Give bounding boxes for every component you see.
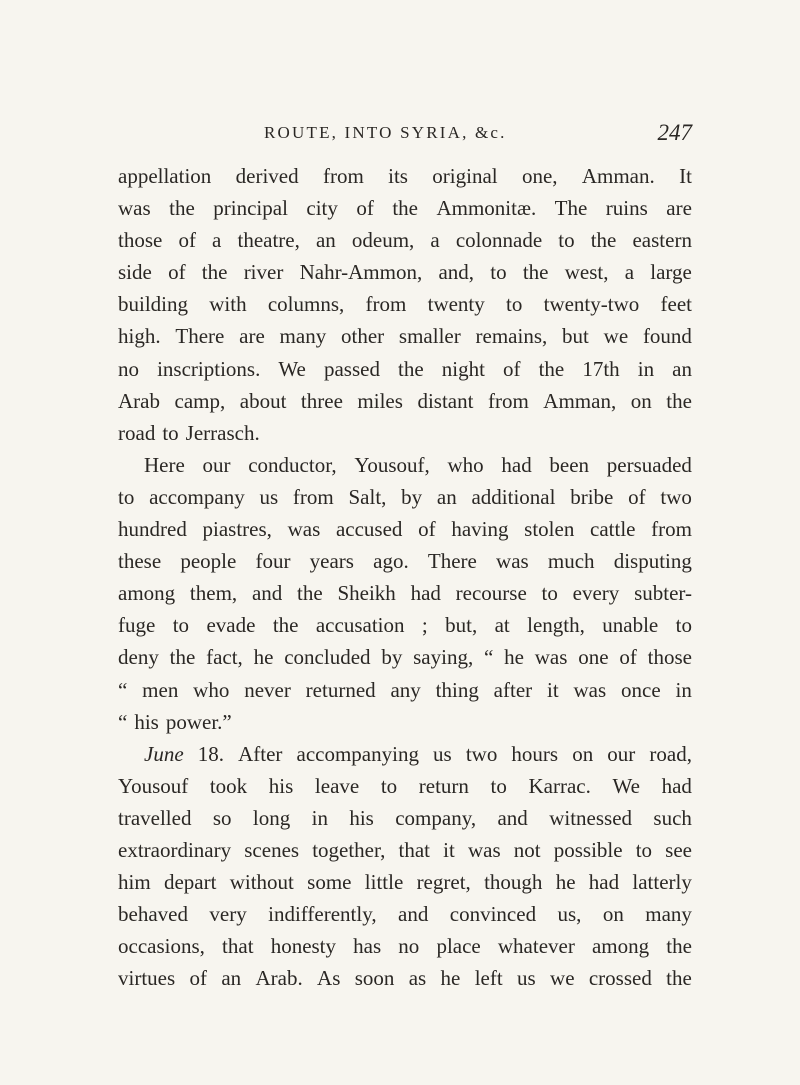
word: in bbox=[311, 805, 328, 830]
word: such bbox=[653, 805, 692, 830]
word: was bbox=[534, 645, 568, 670]
text-line bbox=[118, 770, 692, 802]
word: It bbox=[679, 164, 692, 188]
word: crossed bbox=[588, 966, 652, 991]
text-line bbox=[118, 802, 692, 834]
word: it bbox=[443, 837, 455, 862]
page-number: 247 bbox=[657, 120, 692, 145]
word: the bbox=[297, 581, 323, 606]
word: but, bbox=[445, 613, 478, 638]
word: once bbox=[621, 677, 661, 702]
word: Karrac. bbox=[528, 773, 591, 798]
word: to bbox=[541, 581, 558, 606]
word: side bbox=[118, 260, 152, 285]
word: twenty bbox=[427, 292, 485, 317]
text-line bbox=[118, 641, 692, 673]
word: was bbox=[467, 837, 501, 862]
word: fuge bbox=[118, 613, 156, 638]
word: any bbox=[390, 677, 421, 702]
word: together, bbox=[312, 837, 386, 862]
word: convinced bbox=[449, 902, 537, 927]
word: without bbox=[229, 870, 294, 895]
word: him bbox=[118, 870, 151, 895]
word: our bbox=[607, 741, 636, 766]
word: As bbox=[317, 966, 341, 991]
word: had bbox=[501, 452, 532, 477]
word: that bbox=[398, 837, 431, 862]
word: the bbox=[666, 934, 692, 959]
word: a bbox=[624, 260, 635, 285]
word: accusation bbox=[315, 613, 405, 638]
text-line bbox=[118, 513, 692, 545]
word: Arab. bbox=[255, 966, 303, 991]
word: some bbox=[307, 870, 352, 895]
word: to bbox=[506, 292, 523, 317]
word: to bbox=[675, 613, 692, 638]
word: fact, bbox=[206, 645, 243, 670]
word: 17th bbox=[582, 356, 620, 381]
word: to bbox=[172, 613, 190, 638]
word: an bbox=[436, 484, 457, 509]
word: to bbox=[490, 260, 507, 285]
word: to bbox=[635, 837, 653, 862]
text-line bbox=[118, 962, 692, 994]
word: return bbox=[418, 773, 469, 798]
word: was bbox=[496, 549, 529, 574]
word: depart bbox=[163, 870, 217, 895]
text-line bbox=[118, 898, 692, 930]
word: ago. bbox=[373, 549, 409, 574]
word: with bbox=[209, 292, 247, 317]
word: from bbox=[365, 292, 407, 317]
word: piastres, bbox=[202, 517, 272, 542]
word: derived bbox=[235, 164, 299, 188]
word: among bbox=[591, 934, 650, 959]
word: and, bbox=[438, 260, 475, 285]
word: returned bbox=[305, 677, 376, 702]
text-line bbox=[118, 160, 692, 192]
word: virtues bbox=[118, 966, 176, 991]
word: little bbox=[364, 870, 404, 895]
word: deny bbox=[118, 645, 159, 670]
word: of bbox=[503, 356, 521, 381]
word: he bbox=[440, 966, 461, 991]
word: are bbox=[666, 196, 692, 221]
word: occasions, bbox=[118, 934, 205, 959]
word: inscriptions. bbox=[157, 356, 261, 381]
text-line bbox=[118, 353, 692, 385]
word: not bbox=[513, 837, 541, 862]
word: from bbox=[292, 484, 334, 509]
word: the bbox=[392, 196, 418, 221]
word: see bbox=[665, 837, 692, 862]
word: power.” bbox=[165, 709, 232, 734]
word: west, bbox=[564, 260, 609, 285]
word: one, bbox=[521, 164, 558, 188]
word: our bbox=[202, 452, 231, 477]
text-line bbox=[118, 738, 692, 770]
word: hundred bbox=[118, 517, 187, 542]
word: additional bbox=[471, 484, 556, 509]
word: we bbox=[550, 966, 575, 991]
word: smaller bbox=[398, 324, 461, 349]
word: took bbox=[209, 773, 248, 798]
word: ruins bbox=[605, 196, 648, 221]
word: leave bbox=[314, 773, 360, 798]
word: long bbox=[252, 805, 291, 830]
word: are bbox=[239, 324, 265, 349]
word: to bbox=[118, 484, 135, 509]
word: “ bbox=[118, 709, 128, 734]
word: behaved bbox=[118, 902, 188, 927]
text-line bbox=[118, 481, 692, 513]
text-line bbox=[118, 706, 692, 738]
word: those bbox=[118, 228, 163, 253]
word: at bbox=[494, 613, 510, 638]
word: river bbox=[243, 260, 284, 285]
word: a bbox=[430, 228, 440, 253]
word: he bbox=[555, 870, 576, 895]
word: very bbox=[209, 902, 247, 927]
word: on bbox=[602, 902, 624, 927]
word: twenty-two bbox=[543, 292, 640, 317]
word: of bbox=[189, 966, 207, 991]
word: four bbox=[255, 549, 291, 574]
word: to bbox=[558, 228, 575, 253]
word: to bbox=[380, 773, 398, 798]
word: these bbox=[118, 549, 162, 574]
word: Nahr-Ammon, bbox=[299, 260, 423, 285]
word: had bbox=[410, 581, 441, 606]
word: the bbox=[272, 613, 299, 638]
word: left bbox=[474, 966, 503, 991]
word: travelled bbox=[118, 805, 192, 830]
text-line bbox=[118, 609, 692, 641]
text-line bbox=[118, 320, 692, 352]
word: as bbox=[408, 966, 427, 991]
word: odeum, bbox=[351, 228, 415, 253]
word: ; bbox=[421, 613, 428, 638]
word: whatever bbox=[497, 934, 575, 959]
word: never bbox=[244, 677, 291, 702]
text-line bbox=[118, 545, 692, 577]
word: we bbox=[603, 324, 629, 349]
text-line bbox=[118, 449, 692, 481]
word: witnessed bbox=[549, 805, 633, 830]
word: an bbox=[315, 228, 336, 253]
word: of bbox=[418, 517, 436, 542]
word: evade bbox=[206, 613, 256, 638]
word: from bbox=[322, 164, 364, 188]
word: no bbox=[118, 356, 139, 381]
word: eastern bbox=[632, 228, 692, 253]
word: stolen bbox=[524, 517, 575, 542]
word: night bbox=[441, 356, 485, 381]
word: theatre, bbox=[237, 228, 300, 253]
word: years bbox=[309, 549, 354, 574]
word: having bbox=[451, 517, 509, 542]
word: place bbox=[436, 934, 481, 959]
text-line bbox=[118, 866, 692, 898]
word: “ bbox=[118, 677, 128, 702]
word: accompany bbox=[149, 484, 245, 509]
word: Arab bbox=[118, 388, 160, 413]
word: found bbox=[642, 324, 692, 349]
word: high. bbox=[118, 324, 161, 349]
word: Amman. bbox=[581, 164, 655, 188]
word: he bbox=[504, 645, 524, 670]
word: remains, bbox=[475, 324, 548, 349]
word: columns, bbox=[267, 292, 345, 317]
word: who bbox=[447, 452, 484, 477]
running-title: ROUTE, INTO SYRIA, &c. bbox=[264, 123, 507, 142]
word: on bbox=[630, 388, 652, 413]
word: by bbox=[381, 645, 403, 670]
word: feet bbox=[660, 292, 692, 317]
word: subter- bbox=[634, 581, 692, 606]
word: the bbox=[398, 356, 424, 381]
word: saying, bbox=[413, 645, 474, 670]
word: no bbox=[398, 934, 420, 959]
word: of bbox=[619, 645, 637, 670]
word: his bbox=[268, 773, 294, 798]
word: original bbox=[432, 164, 498, 188]
word: There bbox=[175, 324, 225, 349]
word: the bbox=[201, 260, 228, 285]
word: about bbox=[239, 388, 287, 413]
word: was bbox=[573, 677, 607, 702]
word: The bbox=[554, 196, 588, 221]
word: There bbox=[427, 549, 477, 574]
word: persuaded bbox=[606, 452, 692, 477]
word: in bbox=[637, 356, 655, 381]
word: though bbox=[484, 870, 543, 895]
word: principal bbox=[213, 196, 288, 221]
word: Amman, bbox=[543, 388, 617, 413]
word: colonnade bbox=[455, 228, 543, 253]
word: an bbox=[672, 356, 692, 381]
word: and bbox=[497, 805, 528, 830]
word: an bbox=[221, 966, 242, 991]
word: to bbox=[162, 420, 179, 445]
word: scenes bbox=[244, 837, 300, 862]
word: that bbox=[222, 934, 254, 959]
word: other bbox=[340, 324, 385, 349]
word: of bbox=[628, 484, 646, 509]
text-line bbox=[118, 930, 692, 962]
word: us bbox=[259, 484, 279, 509]
text-line bbox=[118, 385, 692, 417]
word: of bbox=[178, 228, 196, 253]
word: many bbox=[645, 902, 692, 927]
word: men bbox=[142, 677, 179, 702]
word: We bbox=[612, 773, 640, 798]
word: a bbox=[212, 228, 222, 253]
word: from bbox=[651, 517, 692, 542]
text-line bbox=[118, 192, 692, 224]
word: the bbox=[590, 228, 617, 253]
word: and bbox=[251, 581, 283, 606]
word: three bbox=[300, 388, 343, 413]
word: two bbox=[660, 484, 692, 509]
word: his bbox=[134, 709, 159, 734]
word: After bbox=[238, 741, 283, 766]
word: bribe bbox=[570, 484, 614, 509]
word: been bbox=[549, 452, 590, 477]
word: the bbox=[169, 645, 196, 670]
word: regret, bbox=[416, 870, 471, 895]
word: We bbox=[278, 356, 306, 381]
word: two bbox=[465, 741, 498, 766]
word: miles bbox=[357, 388, 403, 413]
word: Jerrasch. bbox=[185, 420, 260, 445]
word: every bbox=[572, 581, 620, 606]
text-line bbox=[118, 577, 692, 609]
word: concluded bbox=[284, 645, 371, 670]
word: in bbox=[675, 677, 692, 702]
word: was bbox=[118, 196, 151, 221]
body-text bbox=[118, 160, 692, 994]
word: 18. bbox=[197, 741, 224, 766]
word: those bbox=[647, 645, 692, 670]
word: us, bbox=[557, 902, 582, 927]
word: of bbox=[168, 260, 186, 285]
word: distant bbox=[417, 388, 474, 413]
word: company, bbox=[395, 805, 477, 830]
text-line bbox=[118, 417, 692, 449]
word: length, bbox=[527, 613, 585, 638]
word: Salt, bbox=[348, 484, 387, 509]
word: indifferently, bbox=[268, 902, 377, 927]
word: among bbox=[118, 581, 176, 606]
word: Ammonitæ. bbox=[436, 196, 537, 221]
word: possible bbox=[553, 837, 623, 862]
word: us bbox=[433, 741, 452, 766]
word: honesty bbox=[270, 934, 337, 959]
word: accompanying bbox=[296, 741, 419, 766]
word: them, bbox=[189, 581, 238, 606]
word: camp, bbox=[174, 388, 226, 413]
word: by bbox=[401, 484, 423, 509]
word: the bbox=[169, 196, 195, 221]
word: on bbox=[572, 741, 594, 766]
word: road bbox=[118, 420, 156, 445]
word: the bbox=[666, 388, 692, 413]
word: people bbox=[180, 549, 237, 574]
word: large bbox=[650, 260, 692, 285]
word: city bbox=[306, 196, 338, 221]
word: he bbox=[253, 645, 274, 670]
word: of bbox=[356, 196, 374, 221]
word: appellation bbox=[118, 164, 212, 188]
word: who bbox=[193, 677, 230, 702]
word: much bbox=[547, 549, 595, 574]
word: the bbox=[666, 966, 692, 991]
text-line bbox=[118, 256, 692, 288]
word: extraordinary bbox=[118, 837, 232, 862]
word: latterly bbox=[632, 870, 692, 895]
word: recourse bbox=[455, 581, 527, 606]
word: many bbox=[279, 324, 327, 349]
word: and bbox=[398, 902, 429, 927]
word: Yousouf, bbox=[354, 452, 430, 477]
word: hours bbox=[511, 741, 559, 766]
word: was bbox=[287, 517, 321, 542]
word: the bbox=[538, 356, 565, 381]
word: thing bbox=[435, 677, 479, 702]
text-line bbox=[118, 674, 692, 706]
word: from bbox=[487, 388, 529, 413]
word: has bbox=[353, 934, 382, 959]
word: us bbox=[517, 966, 536, 991]
word: soon bbox=[354, 966, 395, 991]
running-head bbox=[118, 118, 692, 148]
word: had bbox=[588, 870, 620, 895]
word: disputing bbox=[613, 549, 692, 574]
word: Yousouf bbox=[118, 773, 189, 798]
text-line bbox=[118, 224, 692, 256]
word: conductor, bbox=[248, 452, 337, 477]
word: it bbox=[546, 677, 559, 702]
word: accused bbox=[335, 517, 403, 542]
word: had bbox=[661, 773, 692, 798]
word: cattle bbox=[590, 517, 636, 542]
word: its bbox=[388, 164, 408, 188]
word: but bbox=[562, 324, 589, 349]
word: Sheikh bbox=[337, 581, 396, 606]
word: his bbox=[349, 805, 374, 830]
word: one bbox=[578, 645, 609, 670]
word: after bbox=[493, 677, 533, 702]
word: June bbox=[144, 741, 184, 766]
text-line bbox=[118, 288, 692, 320]
word: Here bbox=[144, 452, 185, 477]
word: to bbox=[490, 773, 507, 798]
word: building bbox=[118, 292, 189, 317]
word: “ bbox=[484, 645, 494, 670]
word: so bbox=[212, 805, 232, 830]
word: the bbox=[522, 260, 549, 285]
word: passed bbox=[323, 356, 380, 381]
text-line bbox=[118, 834, 692, 866]
word: road, bbox=[649, 741, 692, 766]
word: unable bbox=[602, 613, 659, 638]
